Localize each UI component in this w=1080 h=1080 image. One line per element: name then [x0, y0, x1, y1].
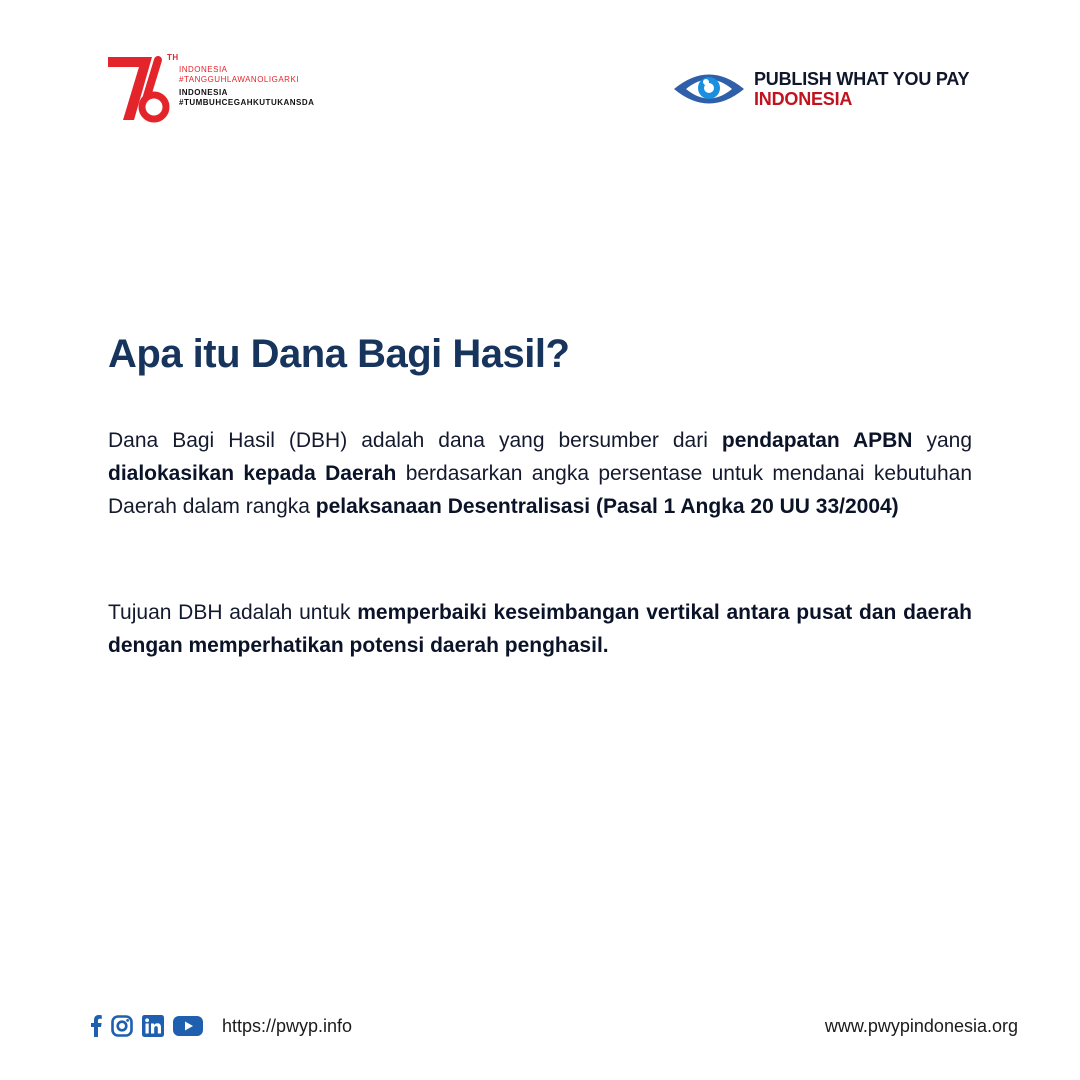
- definition-bold-3: pelaksanaan Desentralisasi (Pasal 1 Angka 20 UU 33/2004): [315, 495, 899, 518]
- instagram-icon[interactable]: [111, 1015, 133, 1037]
- definition-text-2: yang: [912, 429, 972, 452]
- facebook-icon[interactable]: [90, 1015, 102, 1037]
- logo-tagline-1: INDONESIA: [179, 65, 228, 74]
- definition-text-1: Dana Bagi Hasil (DBH) adalah dana yang bersumber dari: [108, 429, 722, 452]
- logo-76-mark: [106, 54, 172, 126]
- youtube-icon[interactable]: [173, 1015, 203, 1037]
- eye-icon: [672, 66, 746, 112]
- footer-link-pwyp-info[interactable]: https://pwyp.info: [222, 1015, 353, 1036]
- pwyp-logo: [672, 66, 982, 114]
- anniversary-logo: [106, 54, 346, 126]
- pwyp-logo-line2: INDONESIA: [754, 89, 853, 109]
- logo-tagline-2: #TANGGUHLAWANOLIGARKI: [179, 75, 299, 84]
- purpose-bold-1: memperbaiki keseimbangan vertikal antara pusat dan daerah dengan memperhatikan potensi daerah penghasil.: [108, 601, 973, 657]
- logo-tagline-4: #TUMBUHCEGAHKUTUKANSDA: [179, 98, 315, 107]
- footer-social: [90, 1014, 352, 1038]
- pwyp-logo-line1: PUBLISH WHAT YOU PAY: [754, 69, 970, 89]
- definition-bold-1: pendapatan APBN: [721, 429, 913, 452]
- logo-tagline-3: INDONESIA: [179, 88, 228, 97]
- linkedin-icon[interactable]: [142, 1015, 164, 1037]
- logo-76-suffix: TH: [167, 53, 179, 62]
- footer-link-pwypindonesia[interactable]: www.pwypindonesia.org: [824, 1016, 1018, 1036]
- page-title: Apa itu Dana Bagi Hasil?: [108, 332, 570, 376]
- definition-bold-2: dialokasikan kepada Daerah: [108, 462, 397, 485]
- purpose-text-1: Tujuan DBH adalah untuk: [108, 601, 358, 624]
- purpose-paragraph: [108, 596, 972, 662]
- definition-paragraph: [108, 424, 972, 523]
- definition-text-3: berdasarkan angka persentase untuk mendanai kebutuhan Daerah dalam rangka: [108, 462, 972, 518]
